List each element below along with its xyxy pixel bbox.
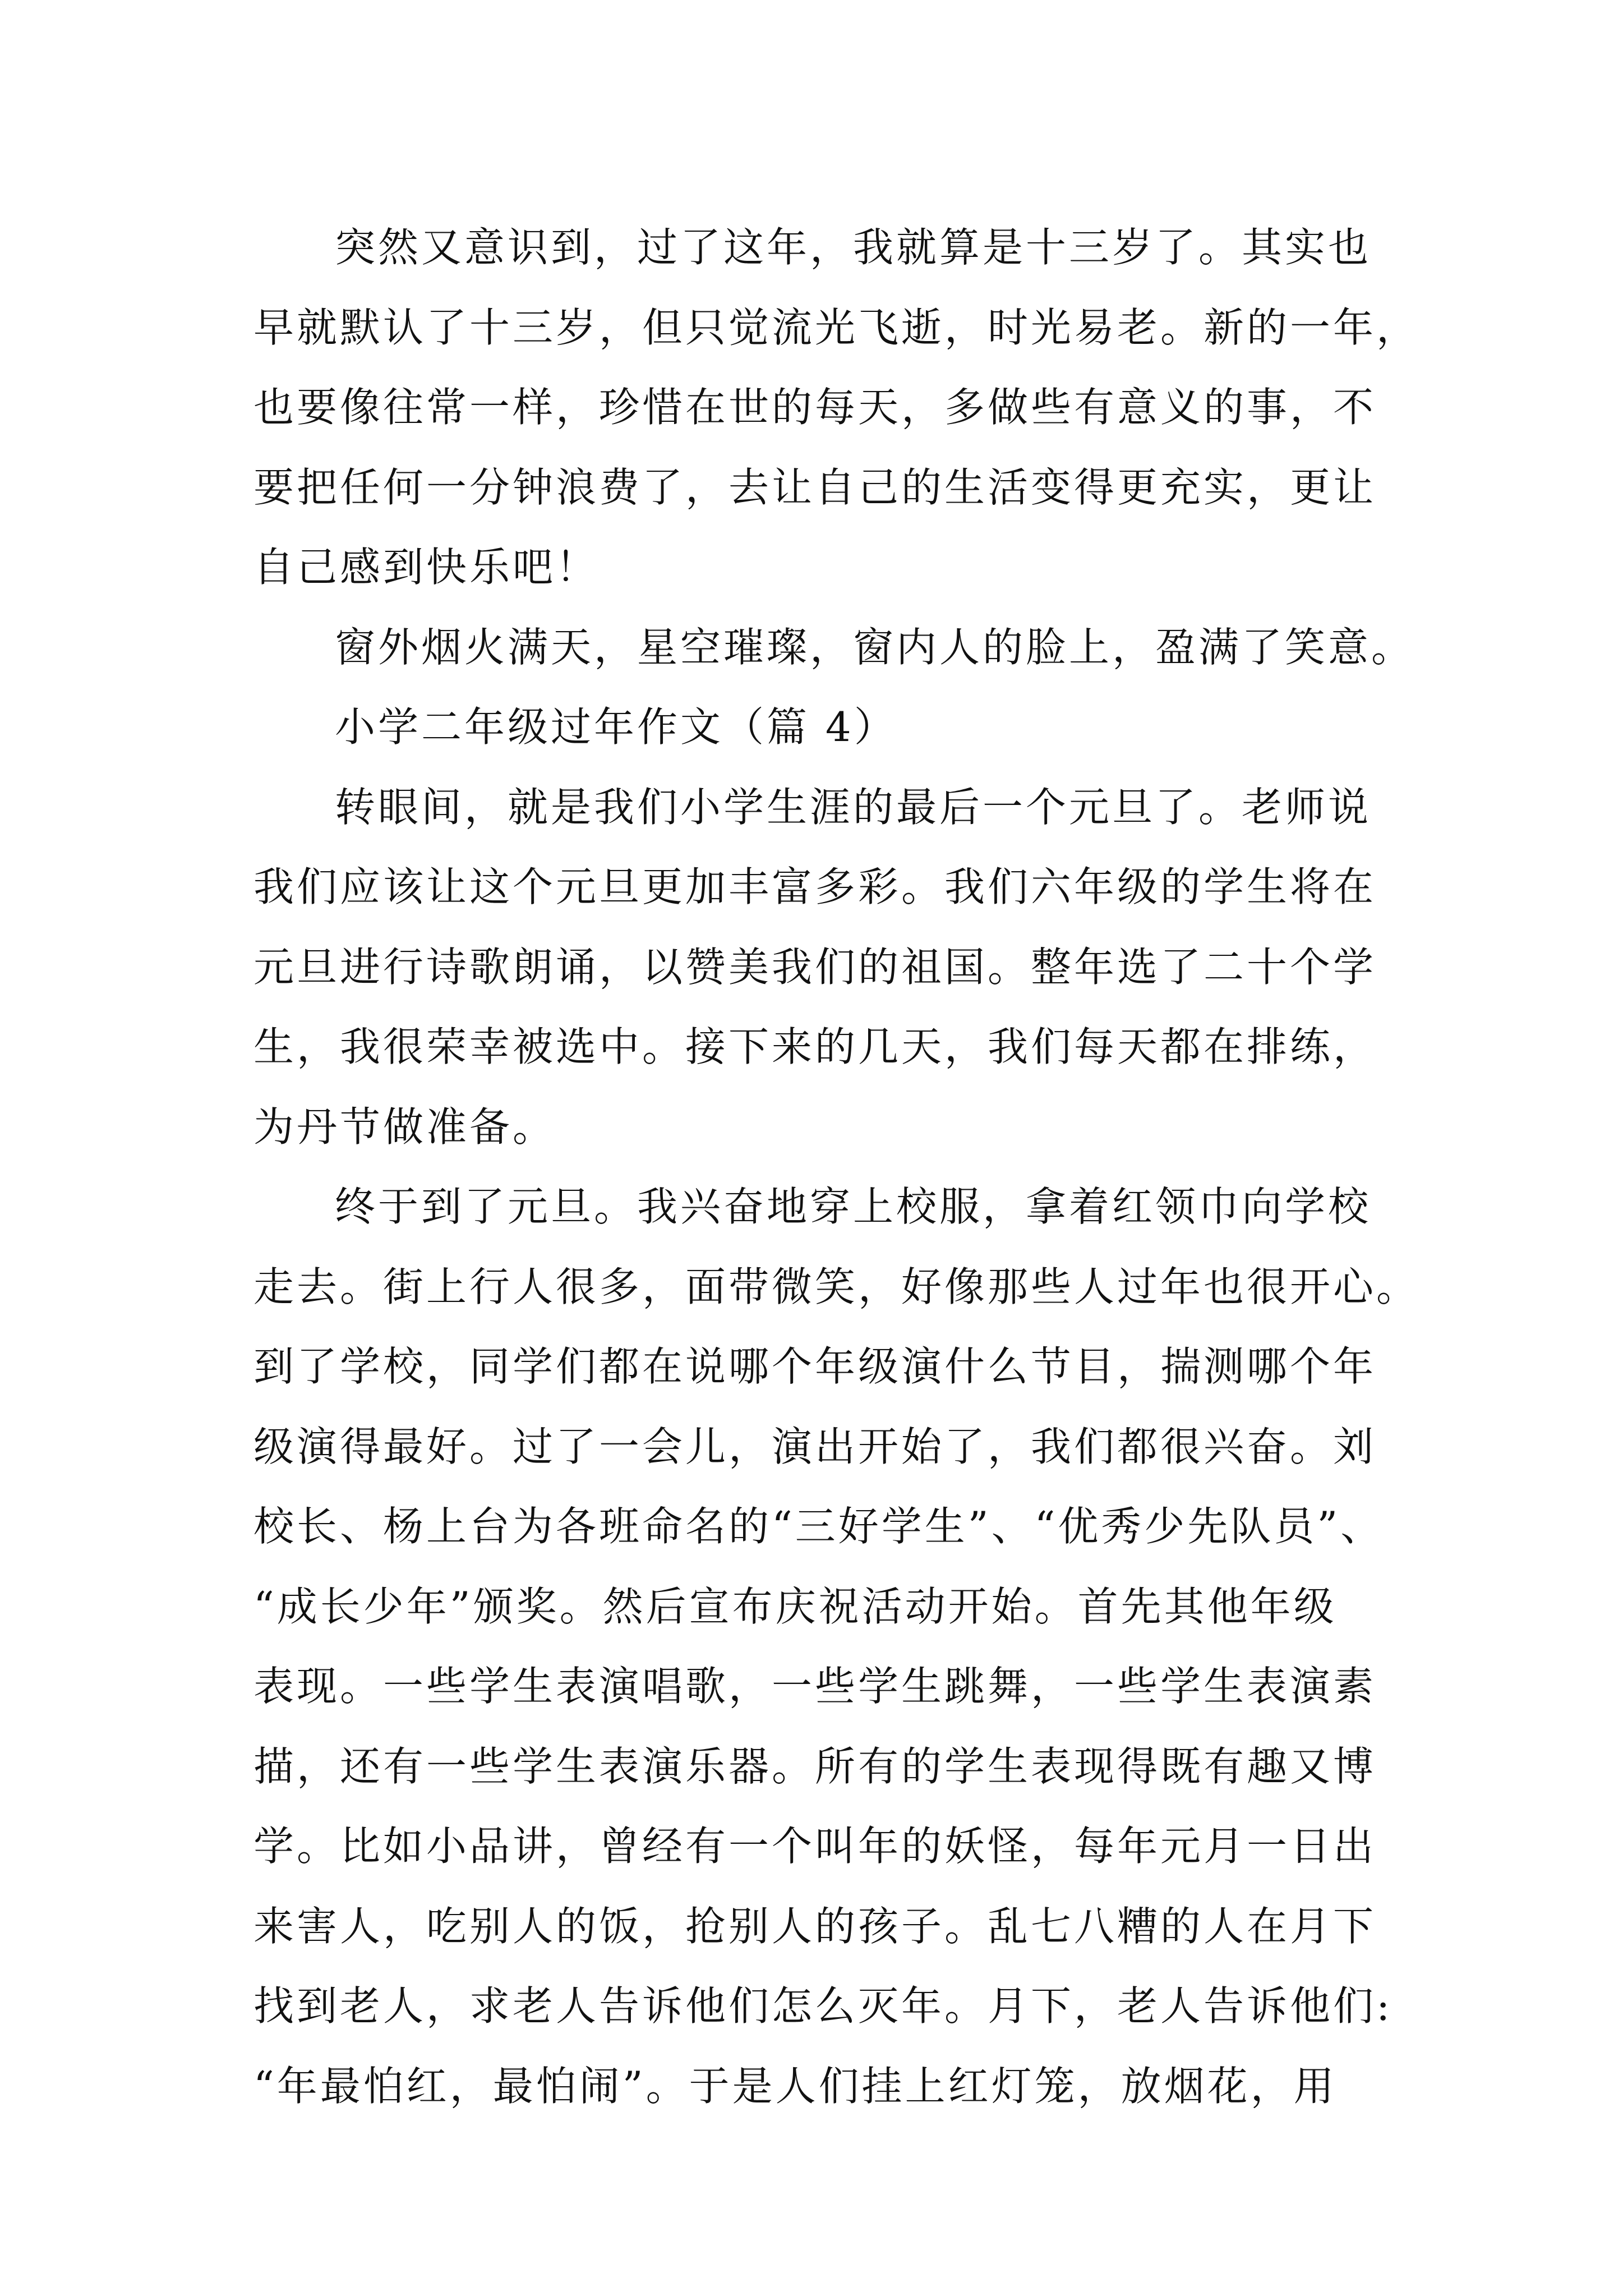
text-line: 要把任何一分钟浪费了，去让自己的生活变得更充实，更让 <box>253 463 1377 511</box>
essay-body <box>253 208 1420 2126</box>
text-line: “成长少年”颁奖。然后宣布庆祝活动开始。首先其他年级 <box>253 1582 1337 1630</box>
text-line: 级演得最好。过了一会儿，演出开始了，我们都很兴奋。刘 <box>253 1423 1377 1470</box>
text-line: 为丹节做准备。 <box>253 1103 556 1151</box>
text-line: 走去。街上行人很多，面带微笑，好像那些人过年也很开心。 <box>253 1263 1420 1310</box>
text-line: 生，我很荣幸被选中。接下来的几天，我们每天都在排练， <box>253 1023 1377 1070</box>
text-line: 自己感到快乐吧！ <box>253 544 600 591</box>
text-line: 转眼间，就是我们小学生涯的最后一个元旦了。老师说 <box>335 783 1372 831</box>
text-line: 描，还有一些学生表演乐器。所有的学生表现得既有趣又博 <box>253 1742 1377 1790</box>
text-line: 元旦进行诗歌朗诵，以赞美我们的祖国。整年选了二十个学 <box>253 943 1377 991</box>
text-line: “年最怕红，最怕闹”。于是人们挂上红灯笼，放烟花，用 <box>253 2062 1337 2110</box>
text-line: 表现。一些学生表演唱歌，一些学生跳舞，一些学生表演素 <box>253 1663 1377 1710</box>
text-line: 窗外烟火满天，星空璀璨，窗内人的脸上，盈满了笑意。 <box>335 623 1415 671</box>
text-line: 校长、杨上台为各班命名的“三好学生”、“优秀少先队员”、 <box>253 1503 1384 1550</box>
text-line: 我们应该让这个元旦更加丰富多彩。我们六年级的学生将在 <box>253 863 1377 910</box>
text-line: 终于到了元旦。我兴奋地穿上校服，拿着红领巾向学校 <box>335 1183 1372 1230</box>
text-line: 早就默认了十三岁，但只觉流光飞逝，时光易老。新的一年， <box>253 303 1420 351</box>
text-line: 找到老人，求老人告诉他们怎么灭年。月下，老人告诉他们: <box>253 1982 1393 2030</box>
text-line: 到了学校，同学们都在说哪个年级演什么节目，揣测哪个年 <box>253 1343 1377 1390</box>
text-line: 也要像往常一样，珍惜在世的每天，多做些有意义的事，不 <box>253 384 1377 431</box>
text-line: 突然又意识到，过了这年，我就算是十三岁了。其实也 <box>335 224 1372 271</box>
text-line: 学。比如小品讲，曾经有一个叫年的妖怪，每年元月一日出 <box>253 1823 1377 1870</box>
section-heading: 小学二年级过年作文（篇 4） <box>335 703 897 751</box>
text-line: 来害人，吃别人的饭，抢别人的孩子。乱七八糟的人在月下 <box>253 1902 1377 1950</box>
